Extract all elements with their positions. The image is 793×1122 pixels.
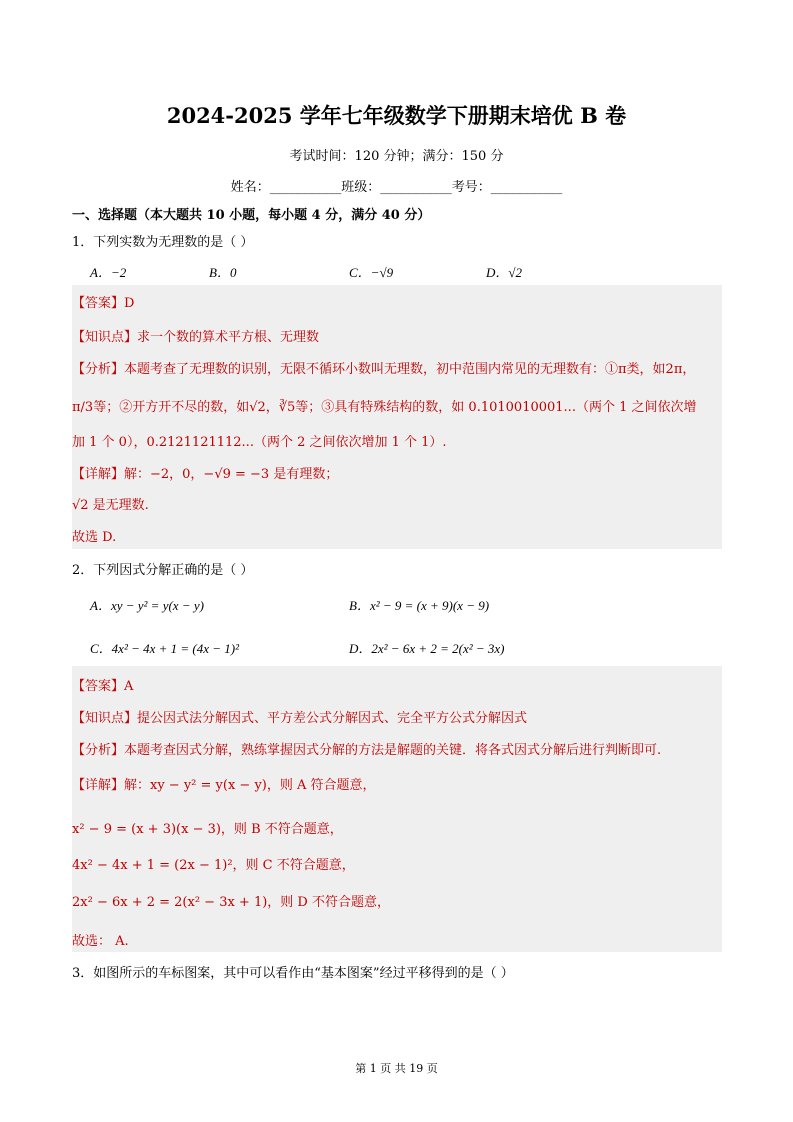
page-footer: 第 1 页 共 19 页: [355, 1062, 438, 1075]
q1-detail-line-3: 故选 D.: [72, 530, 117, 545]
q2-detail-line-1: 【详解】解：xy − y² = y(x − y)，则 A 符合题意，: [72, 778, 376, 793]
q2-option-d: D．2x² − 6x + 2 = 2(x² − 3x): [349, 641, 505, 656]
q2-option-a: A．xy − y² = y(x − y): [90, 598, 204, 613]
question-2-stem: 2．下列因式分解正确的是（ ）: [72, 563, 254, 578]
section-heading: 一、选择题（本大题共 10 小题，每小题 4 分，满分 40 分）: [72, 208, 431, 223]
q2-detail-line-2: x² − 9 = (x + 3)(x − 3)，则 B 不符合题意，: [72, 822, 343, 837]
q1-answer: 【答案】D: [72, 296, 135, 311]
q2-option-c: C．4x² − 4x + 1 = (4x − 1)²: [90, 641, 240, 656]
q1-option-c: C．−√9: [349, 265, 394, 280]
student-info-line: 姓名：___________班级：___________考号：___________: [230, 180, 563, 195]
q2-detail-line-3: 4x² − 4x + 1 = (2x − 1)²，则 C 不符合题意，: [72, 858, 355, 873]
question-1-stem: 1．下列实数为无理数的是（ ）: [72, 235, 254, 250]
q1-analysis-line-1: 【分析】本题考查了无理数的识别，无限不循环小数叫无理数，初中范围内常见的无理数有：①π类，如2π，: [72, 362, 696, 377]
q1-option-b: B．0: [209, 265, 237, 280]
q2-analysis: 【分析】本题考查因式分解，熟练掌握因式分解的方法是解题的关键．将各式因式分解后进行判断即可.: [72, 743, 662, 758]
q1-analysis-line-2: π/3等；②开方开不尽的数，如√2，∛5等；③具有特殊结构的数，如 0.1010010001...（两个 1 之间依次增: [72, 400, 697, 415]
page-title: 2024-2025 学年七年级数学下册期末培优 B 卷: [166, 103, 627, 128]
q1-knowledge-point: 【知识点】求一个数的算术平方根、无理数: [72, 330, 320, 345]
q2-detail-line-5: 故选： A.: [72, 934, 129, 949]
q1-detail-line-2: √2 是无理数.: [72, 498, 149, 513]
q2-answer: 【答案】A: [72, 679, 134, 694]
q2-knowledge-point: 【知识点】提公因式法分解因式、平方差公式分解因式、完全平方公式分解因式: [72, 711, 528, 726]
q1-detail-line-1: 【详解】解：−2，0，−√9 = −3 是有理数；: [72, 467, 339, 482]
question-3-stem: 3．如图所示的车标图案，其中可以看作由“基本图案”经过平移得到的是（ ）: [72, 966, 514, 981]
q1-option-d: D．√2: [486, 265, 523, 280]
exam-info: 考试时间：120 分钟；满分：150 分: [289, 149, 504, 164]
q2-option-b: B．x² − 9 = (x + 9)(x − 9): [349, 598, 490, 613]
q1-option-a: A．−2: [90, 265, 127, 280]
q1-solution-box: [72, 285, 722, 549]
q1-analysis-line-3: 加 1 个 0），0.2121121112...（两个 2 之间依次增加 1 个 1）.: [72, 435, 447, 450]
q2-detail-line-4: 2x² − 6x + 2 = 2(x² − 3x + 1)，则 D 不符合题意，: [72, 895, 390, 910]
